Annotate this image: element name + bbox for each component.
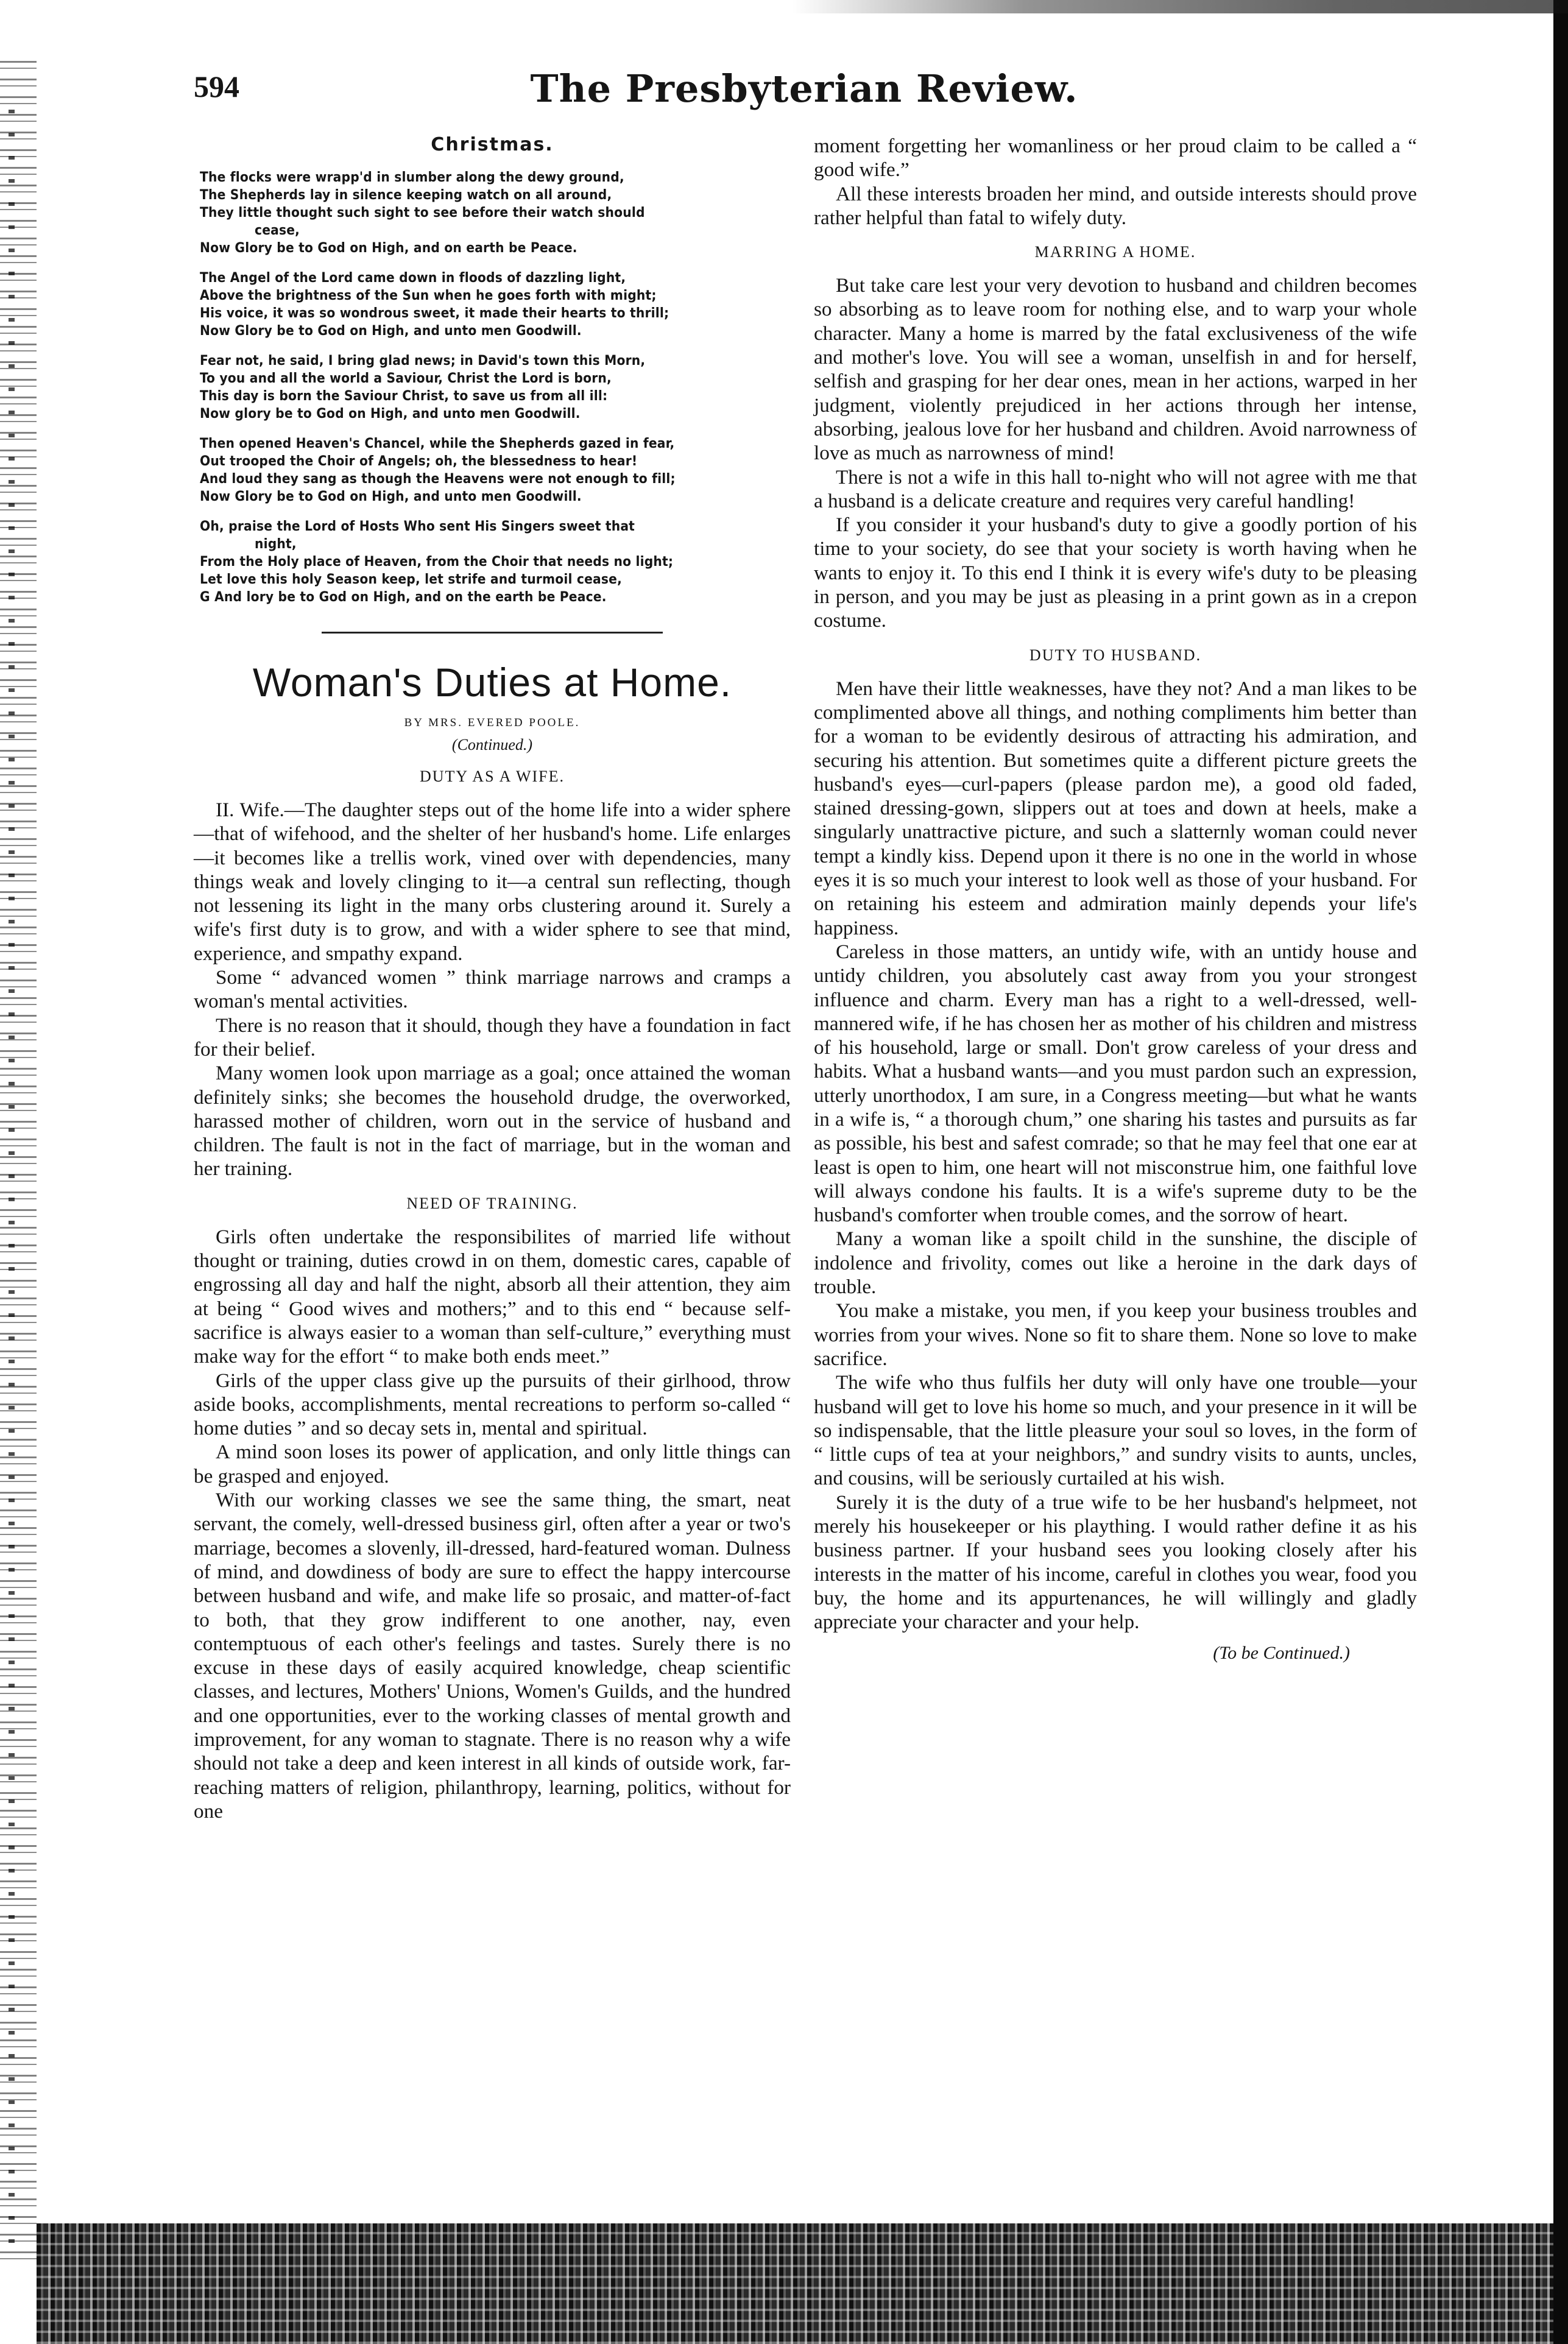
article-paragraph: The wife who thus fulfils her duty will only have one trouble—your husband will get to love his home so much, and your presence in it will be so indispensable, that the little pleasure your soul so loves, in the form of “ little cups of tea at your neighbors,” and sundry visits to aunts, uncles, and cousins, will be seriously curtailed at his wish. (814, 1371, 1417, 1490)
scan-edge-top (792, 0, 1568, 13)
article-continued-note: (Continued.) (451, 736, 533, 754)
journal-title: The Presbyterian Review. (530, 66, 1078, 111)
poem-line: From the Holy place of Heaven, from the Choir that needs no light; (200, 554, 674, 570)
poem-line: This day is born the Saviour Christ, to save us from all ill: (200, 388, 608, 404)
poem-line: G And lory be to God on High, and on the earth be Peace. (200, 589, 607, 605)
subheading-duty-to-husband: DUTY TO HUSBAND. (1029, 646, 1202, 664)
poem-stanza (194, 269, 791, 340)
right-column (814, 134, 1417, 1664)
scan-edge-bottom-texture (37, 2223, 1553, 2344)
poem-line: Then opened Heaven's Chancel, while the Shepherds gazed in fear, (200, 436, 675, 451)
poem-stanza (194, 518, 791, 606)
poem-line: Fear not, he said, I bring glad news; in David's town this Morn, (200, 353, 646, 369)
poem-line: His voice, it was so wondrous sweet, it made their hearts to thrill; (200, 305, 669, 321)
article-paragraph: II. Wife.—The daughter steps out of the home life into a wider sphere—that of wifehood, and the shelter of her husband's home. Life enlarges—it becomes like a trellis work, vined over with dependencies, many things weak and lovely clinging to it—a central sun reflecting, though not lessening its light in the many orbs clustering around it. Surely a wife's first duty is to grow, and with a wider sphere to see that mind, experience, and smpathy expand. (194, 799, 791, 965)
article-paragraph: Many women look upon marriage as a goal; once attained the woman definitely sinks; she becomes the household drudge, the overworked, harassed mother of children, worn out in the service of husband and children. The fault is not in the fact of marriage, but in the woman and her training. (194, 1062, 791, 1181)
poem-line: Above the brightness of the Sun when he goes forth with might; (200, 288, 657, 303)
poem-line: The Angel of the Lord came down in floods of dazzling light, (200, 270, 626, 286)
poem-line: Let love this holy Season keep, let strife and turmoil cease, (200, 571, 622, 587)
poem-line: The Shepherds lay in silence keeping watch on all around, (200, 187, 612, 203)
poem-line: Now Glory be to God on High, and unto men Goodwill. (200, 489, 582, 504)
scan-edge-left (0, 61, 37, 2266)
poem-title: Christmas. (431, 134, 554, 155)
article-paragraph: moment forgetting her womanliness or her proud claim to be called a “ good wife.” (814, 135, 1417, 182)
article-paragraph: Men have their little weaknesses, have they not? And a man likes to be complimented above all things, and nothing compliments him better than for a woman to be evidently desirous of attracting his admiration, and securing his attention. But sometimes quite a different picture greets the husband's eyes—curl-papers (please pardon me), a good old faded, stained dressing-gown, slippers out at toes and down at heels, make a singularly unattractive picture, and such a slatternly woman could never tempt a kindly kiss. Depend upon it there is no one in the world in whose eyes it is so much your interest to look well as those of your husband. For on retaining his esteem and admiration mainly depends your life's happiness. (814, 677, 1417, 939)
article-paragraph: A mind soon loses its power of application, and only little things can be grasped and enjoyed. (194, 1441, 791, 1488)
poem-line: To you and all the world a Saviour, Christ the Lord is born, (200, 370, 612, 386)
article-paragraph: Surely it is the duty of a true wife to be her husband's helpmeet, not merely his housekeeper or his plaything. I would rather define it as his business partner. If your husband sees you looking closely after his interests in the matter of his income, careful in clothes you wear, food you buy, the home and its appurtenances, he will willingly and gladly appreciate your character and your help. (814, 1491, 1417, 1634)
poem-line: Now Glory be to God on High, and unto men Goodwill. (200, 323, 582, 339)
article-paragraph: Careless in those matters, an untidy wife, with an untidy house and untidy children, you absolutely cast away from you your strongest influence and charm. Every man has a right to a well-dressed, well-mannered wife, if he has chosen her as mother of his children and mistress of his household, large or small. Don't grow careless of your dress and habits. What a husband wants—and you must pardon such an expression, utterly unorthodox, I am sure, in a Congress meeting—but what he wants in a wife is, “ a thorough chum,” one sharing his tastes and pursuits as far as possible, his best and safest comrade; so that he may feel that one ear at least is open to him, one heart will not misconstrue him, one faithful love will always condone his faults. It is a wife's supreme duty to be the husband's comforter when trouble comes, and the sorrow of heart. (814, 940, 1417, 1227)
article-title: Woman's Duties at Home. (252, 660, 732, 705)
article-paragraph: Girls often undertake the responsibilites of married life without thought or training, duties crowd in on them, domestic cares, capable of engrossing all day and half the night, absorb all their attention, they aim at being “ Good wives and mothers;” and to this end “ because self-sacrifice is always easier to a woman than self-culture,” everything must make way for the effort “ to make both ends meet.” (194, 1225, 791, 1368)
poem-line: night, (255, 536, 297, 552)
poem-stanza (194, 352, 791, 423)
article-paragraph: Many a woman like a spoilt child in the sunshine, the disciple of indolence and frivolity, comes out like a heroine in the dark days of trouble. (814, 1227, 1417, 1299)
article-paragraph: If you consider it your husband's duty to give a goodly portion of his time to your society, do see that your society is worth having when he wants to enjoy it. To this end I think it is every wife's duty to be pleasing in person, and you may be just as pleasing in a print gown as in a crepon costume. (814, 514, 1417, 632)
article-paragraph: Some “ advanced women ” think marriage narrows and cramps a woman's mental activities. (194, 966, 791, 1013)
poem-stanza (194, 435, 791, 506)
article-paragraph: Girls of the upper class give up the pursuits of their girlhood, throw aside books, accomplishments, mental recreations to perform so-called “ home duties ” and so decay sets in, mental and spiritual. (194, 1369, 791, 1440)
poem-line: They little thought such sight to see before their watch should (200, 205, 645, 221)
poem-line: Now glory be to God on High, and unto men Goodwill. (200, 406, 581, 422)
subheading-duty-as-a-wife: DUTY AS A WIFE. (419, 768, 565, 785)
article-paragraph: You make a mistake, you men, if you keep your business troubles and worries from your wives. None so fit to share them. None so love to make sacrifice. (814, 1299, 1417, 1370)
poem-line: Now Glory be to God on High, and on earth be Peace. (200, 240, 577, 256)
article-paragraph: All these interests broaden her mind, and outside interests should prove rather helpful than fatal to wifely duty. (814, 182, 1417, 229)
article-paragraph: With our working classes we see the same thing, the smart, neat servant, the comely, well-dressed business girl, often after a year or two's marriage, becomes a slovenly, ill-dressed, hard-featured woman. Dulness of mind, and dowdiness of body are sure to effect the happy intercourse between husband and wife, and make life so prosaic, and matter-of-fact to both, that they grow indifferent to one another, nay, even contemptuous of each other's feelings and tastes. Surely there is no excuse in these days of easily acquired knowledge, cheap scientific classes, and lectures, Mothers' Unions, Women's Guilds, and the hundred and one opportunities, ever to the working classes of mental growth and improvement, for any woman to stagnate. There is no reason why a wife should not take a deep and keen interest in all kinds of outside work, far-reaching matters of religion, philanthropy, learning, politics, without for one (194, 1489, 791, 1823)
poem-line: And loud they sang as though the Heavens were not enough to fill; (200, 471, 676, 487)
article-paragraph: There is no reason that it should, though they have a foundation in fact for their belief. (194, 1014, 791, 1061)
poem-line: Oh, praise the Lord of Hosts Who sent His Singers sweet that (200, 518, 635, 534)
poem-line: cease, (255, 222, 300, 238)
section-divider (322, 632, 663, 634)
article-paragraph: There is not a wife in this hall to-night who will not agree with me that a husband is a delicate creature and requires very careful handling! (814, 465, 1417, 512)
subheading-need-of-training: NEED OF TRAINING. (406, 1194, 578, 1212)
article-paragraph: But take care lest your very devotion to husband and children becomes so absorbing as to leave room for nothing else, and to warp your whole character. Many a home is marred by the fatal exclusiveness of the wife and mother's love. You will see a woman, unselfish in and for herself, selfish and grasping for her dear ones, mean in her actions, warped in her judgment, violently prejudiced in her actions through her intense, absorbing, jealous love for her husband and children. Avoid narrowness of love as much as narrowness of mind! (814, 274, 1417, 465)
poem-line: Out trooped the Choir of Angels; oh, the blessedness to hear! (200, 453, 638, 469)
article-byline: BY MRS. EVERED POOLE. (404, 716, 581, 729)
scan-edge-right (1553, 0, 1568, 2344)
to-be-continued-note: (To be Continued.) (1213, 1642, 1350, 1663)
left-column (194, 134, 791, 1823)
subheading-marring-a-home: MARRING A HOME. (1034, 243, 1196, 261)
page-number: 594 (194, 69, 239, 104)
poem-stanza (194, 169, 791, 257)
poem-line: The flocks were wrapp'd in slumber along the dewy ground, (200, 169, 624, 185)
scan-edge-left-marks (9, 110, 15, 2254)
